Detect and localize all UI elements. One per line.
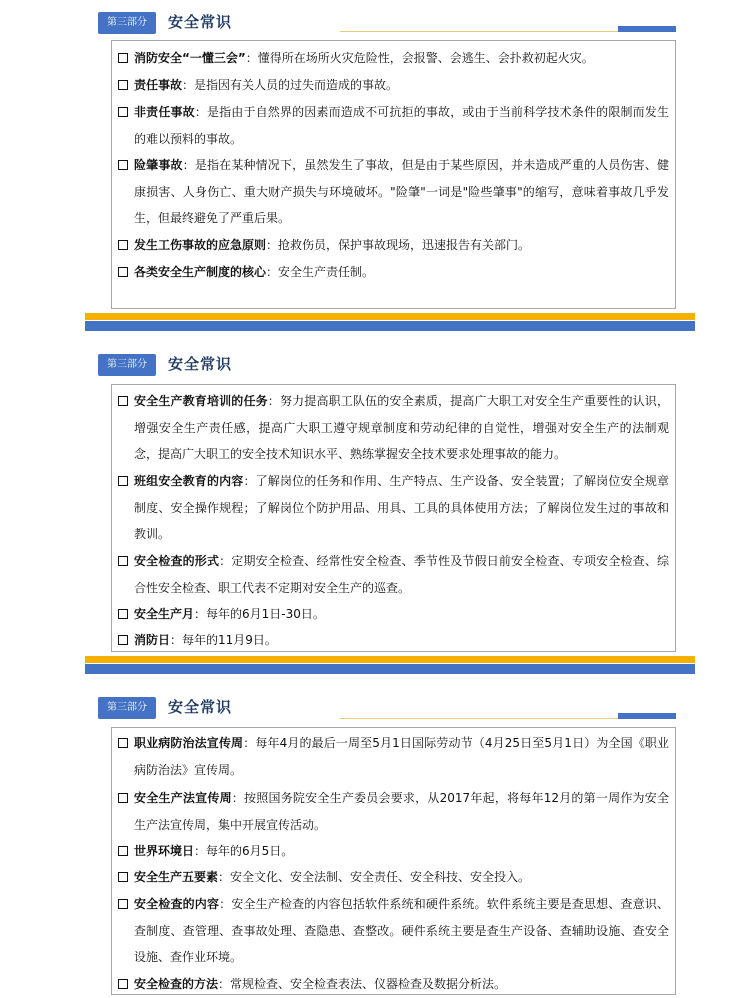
item-sep: ： — [267, 394, 280, 408]
item-desc: 努力提高职工队伍的安全素质，提高广大职工对安全生产重要性的认识，增强安全生产责任感，提高广大职工遵守规章制度和劳动纪律的自觉性，增强对安全生产的法制观念，提高广大职工的安全技术知识水平、熟练掌握安全技术要求处理事故的能力。 — [134, 394, 669, 461]
item-term: 安全检查的方法 — [134, 977, 219, 991]
item-term: 非责任事故 — [134, 105, 195, 119]
item-desc: 常规检查、安全检查表法、仪器检查及数据分析法。 — [230, 977, 507, 991]
checkbox-icon — [118, 899, 128, 909]
list-item — [118, 601, 669, 628]
item-sep: ： — [218, 870, 231, 884]
divider-band-blue — [85, 664, 695, 674]
item-desc: 每年4月的最后一周至5月1日国际劳动节（4月25日至5月1日）为全国《职业病防治法》宣传周。 — [134, 736, 669, 777]
item-sep: ： — [194, 607, 207, 621]
content-box — [111, 40, 676, 309]
list-item — [118, 99, 669, 152]
slide-2 — [0, 340, 748, 660]
checkbox-icon — [118, 53, 128, 63]
checkbox-icon — [118, 609, 128, 619]
item-sep: ： — [231, 791, 245, 805]
item-desc: 安全生产责任制。 — [278, 265, 375, 279]
slide-title: 安全常识 — [168, 698, 233, 716]
item-desc: 按照国务院安全生产委员会要求，从2017年起，将每年12月的第一周作为安全生产法宣传周，集中开展宣传活动。 — [134, 791, 669, 832]
slide-1 — [0, 0, 748, 320]
item-term: 各类安全生产制度的核心 — [134, 265, 267, 279]
list-item — [118, 627, 669, 654]
item-desc: 懂得所在场所火灾危险性，会报警、会逃生、会扑救初起火灾。 — [257, 51, 594, 65]
section-tag: 第三部分 — [98, 12, 156, 34]
item-desc: 安全生产检查的内容包括软件系统和硬件系统。软件系统主要是查思想、查意识、查制度、查管理、查事故处理、查隐患、查整改。硬件系统主要是查生产设备、查辅助设施、查安全设施、查作业环境。 — [134, 897, 669, 964]
item-term: 发生工伤事故的应急原则 — [134, 238, 267, 252]
list-item — [118, 45, 669, 72]
checkbox-icon — [118, 267, 128, 277]
divider-band-blue — [85, 321, 695, 331]
checkbox-icon — [118, 160, 128, 170]
divider-band-yellow — [85, 313, 695, 320]
list-item — [118, 152, 669, 232]
checkbox-icon — [118, 793, 128, 803]
content-box — [111, 727, 676, 995]
list-item — [118, 785, 669, 838]
item-desc: 是指在某种情况下，虽然发生了事故，但是由于某些原因，并未造成严重的人员伤害、健康损害、人身伤亡、重大财产损失与环境破坏。"险肇"一词是"险些肇事"的缩写，意味着事故几乎发生，但最终避免了严重后果。 — [134, 158, 669, 225]
item-sep: ： — [245, 51, 258, 65]
item-sep: ： — [266, 265, 279, 279]
slide-title: 安全常识 — [168, 355, 233, 373]
list-item — [118, 891, 669, 971]
item-term: 安全生产月 — [134, 607, 195, 621]
slide-3 — [0, 684, 748, 997]
checkbox-icon — [118, 872, 128, 882]
item-term: 班组安全教育的内容 — [134, 474, 244, 488]
section-tag: 第三部分 — [98, 697, 156, 719]
item-desc: 抢救伤员，保护事故现场，迅速报告有关部门。 — [278, 238, 531, 252]
item-sep: ： — [243, 736, 256, 750]
item-desc: 了解岗位的任务和作用、生产特点、生产设备、安全装置；了解岗位安全规章制度、安全操作规程；了解岗位个防护用品、用具、工具的具体使用方法；了解岗位发生过的事故和教训。 — [134, 474, 669, 541]
list-item — [118, 72, 669, 99]
checkbox-icon — [118, 476, 128, 486]
item-term: 安全检查的内容 — [134, 897, 220, 911]
list-item — [118, 259, 669, 286]
item-sep: ： — [182, 78, 195, 92]
item-sep: ： — [266, 238, 279, 252]
item-sep: ： — [243, 474, 256, 488]
content-box — [111, 384, 676, 652]
checkbox-icon — [118, 80, 128, 90]
checkbox-icon — [118, 556, 128, 566]
item-desc: 安全文化、安全法制、安全责任、安全科技、安全投入。 — [230, 870, 531, 884]
item-desc: 是指由于自然界的因素而造成不可抗拒的事故，或由于当前科学技术条件的限制而发生的难以预料的事故。 — [134, 105, 669, 146]
checkbox-icon — [118, 396, 128, 406]
item-term: 险肇事故 — [134, 158, 183, 172]
header-accent-bar — [618, 26, 676, 32]
list-item — [118, 971, 669, 998]
checkbox-icon — [118, 240, 128, 250]
item-term: 消防安全“一懂三会” — [134, 51, 246, 65]
item-desc: 定期安全检查、经常性安全检查、季节性及节假日前安全检查、专项安全检查、综合性安全检查、职工代表不定期对安全生产的巡查。 — [134, 554, 669, 595]
item-term: 安全生产五要素 — [134, 870, 219, 884]
item-term: 责任事故 — [134, 78, 183, 92]
checkbox-icon — [118, 846, 128, 856]
item-term: 安全检查的形式 — [134, 554, 220, 568]
item-sep: ： — [194, 844, 207, 858]
item-term: 安全生产法宣传周 — [134, 791, 232, 805]
item-desc: 每年的6月5日。 — [206, 844, 294, 858]
item-sep: ： — [218, 977, 231, 991]
list-item — [118, 730, 669, 783]
list-item — [118, 468, 669, 548]
list-item — [118, 548, 669, 601]
item-term: 消防日 — [134, 633, 171, 647]
divider-band-yellow — [85, 656, 695, 663]
list-item — [118, 388, 669, 468]
item-desc: 每年的6月1日-30日。 — [206, 607, 325, 621]
item-term: 职业病防治法宣传周 — [134, 736, 244, 750]
list-item — [118, 232, 669, 259]
item-desc: 是指因有关人员的过失而造成的事故。 — [194, 78, 399, 92]
item-desc: 每年的11月9日。 — [182, 633, 277, 647]
header-accent-bar — [618, 713, 676, 719]
item-sep: ： — [194, 105, 207, 119]
item-sep: ： — [182, 158, 195, 172]
list-item — [118, 864, 669, 891]
checkbox-icon — [118, 635, 128, 645]
checkbox-icon — [118, 107, 128, 117]
checkbox-icon — [118, 738, 128, 748]
item-term: 世界环境日 — [134, 844, 195, 858]
item-term: 安全生产教育培训的任务 — [134, 394, 268, 408]
list-item — [118, 838, 669, 865]
item-sep: ： — [170, 633, 183, 647]
slide-title: 安全常识 — [168, 13, 233, 31]
section-tag: 第三部分 — [98, 354, 156, 376]
item-sep: ： — [219, 554, 232, 568]
checkbox-icon — [118, 979, 128, 989]
item-sep: ： — [219, 897, 232, 911]
